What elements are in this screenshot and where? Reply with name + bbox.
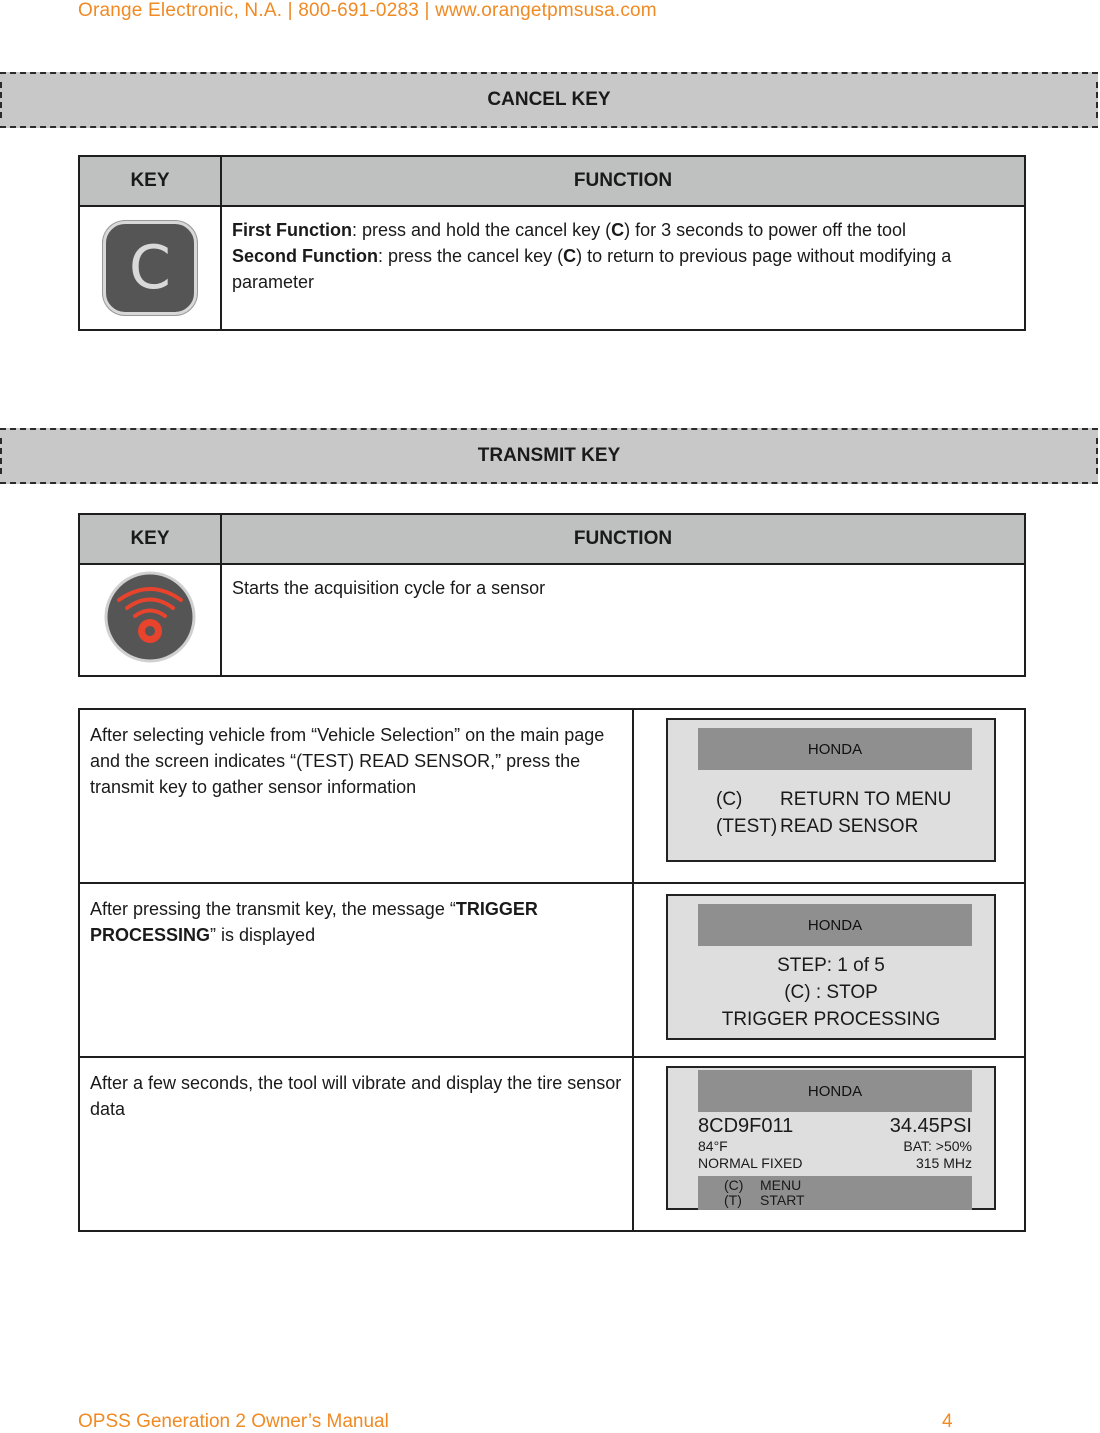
lcd-key-c: (C) bbox=[724, 1177, 744, 1193]
lcd-stop: (C) : STOP bbox=[784, 982, 878, 1003]
step1-description: After selecting vehicle from “Vehicle Selection” on the main page and the screen indicates “(TEST) READ SENSOR,” press the transmit key to gather sensor information bbox=[79, 709, 633, 883]
cancel-key-glyph: C bbox=[129, 233, 171, 303]
lcd-trigger-status bbox=[668, 952, 994, 1033]
first-function-key: C bbox=[611, 220, 625, 240]
first-function-text-end: ) for 3 seconds to power off the tool bbox=[624, 220, 906, 240]
first-function-text: : press and hold the cancel key ( bbox=[352, 220, 612, 240]
lcd-sensor-data bbox=[698, 1114, 972, 1172]
page-header: Orange Electronic, N.A. | 800-691-0283 | www.orangetpmsusa.com bbox=[78, 0, 657, 21]
lcd-key-c: (C) bbox=[716, 789, 743, 810]
lcd-menu bbox=[716, 786, 951, 840]
lcd-return-to-menu: RETURN TO MENU bbox=[780, 789, 952, 810]
lcd-temperature: 84°F bbox=[698, 1138, 728, 1154]
lcd-key-test: (TEST) bbox=[716, 816, 778, 837]
step3-lcd-screen bbox=[666, 1066, 996, 1210]
lcd-mode: NORMAL FIXED bbox=[698, 1155, 803, 1171]
step2-lcd-screen bbox=[666, 894, 996, 1040]
second-function-text: : press the cancel key ( bbox=[378, 246, 564, 266]
page-number: 4 bbox=[942, 1411, 953, 1432]
transmit-key-icon bbox=[103, 570, 197, 664]
second-function-label: Second Function bbox=[232, 246, 378, 266]
second-function-line bbox=[232, 243, 1014, 295]
cancel-key-table bbox=[78, 155, 1026, 331]
lcd-bottom-menu bbox=[698, 1176, 972, 1210]
step2-message: TRIGGER PROCESSING bbox=[90, 899, 538, 945]
column-header-key: KEY bbox=[79, 514, 221, 564]
cancel-key-icon-cell bbox=[79, 206, 221, 330]
lcd-title-bar: HONDA bbox=[698, 728, 972, 770]
lcd-battery: BAT: >50% bbox=[903, 1138, 972, 1154]
column-header-function: FUNCTION bbox=[221, 156, 1025, 206]
step2-screen-cell bbox=[633, 883, 1025, 1057]
step3-description: After a few seconds, the tool will vibrate and display the tire sensor data bbox=[79, 1057, 633, 1231]
transmit-key-icon-cell bbox=[79, 564, 221, 676]
first-function-line bbox=[232, 217, 1014, 243]
column-header-key: KEY bbox=[79, 156, 221, 206]
lcd-sensor-id: 8CD9F011 bbox=[698, 1115, 794, 1137]
step1-lcd-screen bbox=[666, 718, 996, 862]
lcd-frequency: 315 MHz bbox=[915, 1155, 972, 1171]
cancel-key-function bbox=[221, 206, 1025, 330]
step3-screen-cell bbox=[633, 1057, 1025, 1231]
step2-text: After pressing the transmit key, the message “ bbox=[90, 899, 456, 919]
second-function-text-end: ) to return to previous page without modifying a parameter bbox=[232, 246, 952, 292]
column-header-function: FUNCTION bbox=[221, 514, 1025, 564]
second-function-key: C bbox=[563, 246, 577, 266]
transmit-key-table bbox=[78, 513, 1026, 677]
step2-description bbox=[79, 883, 633, 1057]
lcd-title-bar: HONDA bbox=[698, 1070, 972, 1112]
lcd-start-label: START bbox=[760, 1192, 805, 1208]
lcd-trigger-processing: TRIGGER PROCESSING bbox=[721, 1009, 941, 1030]
footer-title: OPSS Generation 2 Owner’s Manual bbox=[78, 1411, 389, 1432]
lcd-pressure: 34.45PSI bbox=[889, 1115, 972, 1137]
lcd-key-t: (T) bbox=[724, 1192, 742, 1208]
step2-text-end: ” is displayed bbox=[210, 925, 316, 945]
cancel-key-section-title: CANCEL KEY bbox=[0, 72, 1098, 128]
cancel-key-icon bbox=[103, 221, 197, 315]
lcd-read-sensor: READ SENSOR bbox=[780, 816, 919, 837]
lcd-title-bar: HONDA bbox=[698, 904, 972, 946]
step1-screen-cell bbox=[633, 709, 1025, 883]
lcd-step: STEP: 1 of 5 bbox=[777, 955, 885, 976]
lcd-menu-label: MENU bbox=[760, 1177, 802, 1193]
transmit-steps-table bbox=[78, 708, 1026, 1232]
transmit-key-function: Starts the acquisition cycle for a sensor bbox=[221, 564, 1025, 676]
first-function-label: First Function bbox=[232, 220, 352, 240]
transmit-key-section-title: TRANSMIT KEY bbox=[0, 428, 1098, 484]
